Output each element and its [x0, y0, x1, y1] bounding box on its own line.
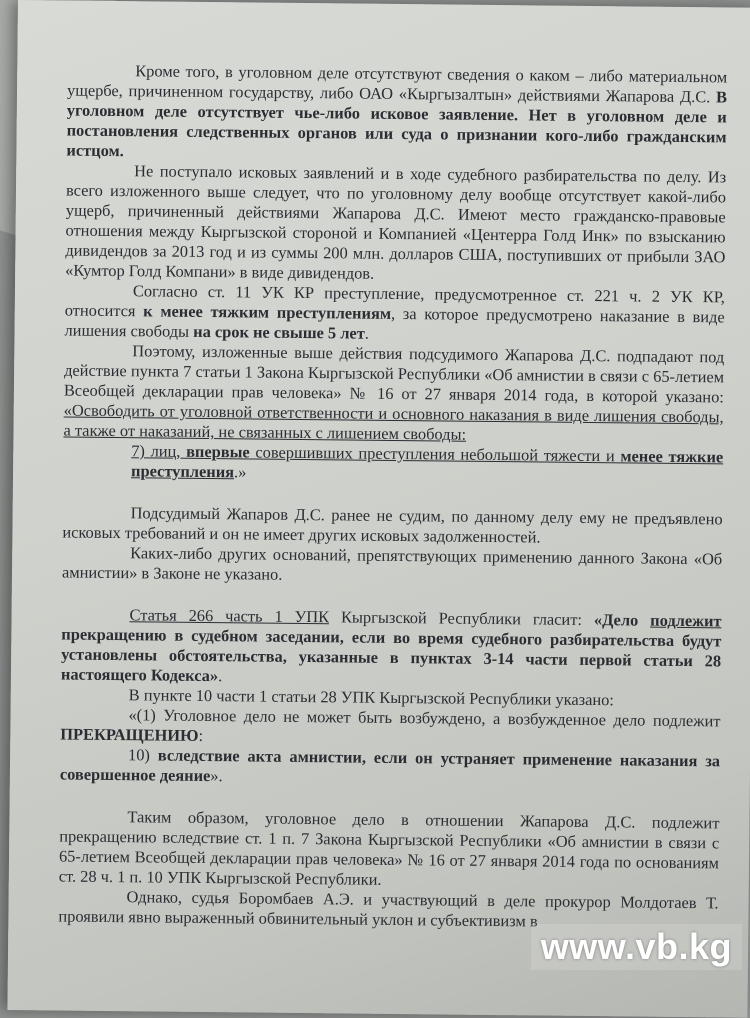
paragraph-article-28-intro: В пункте 10 части 1 статьи 28 УПК Кыргызской Республики указано: — [128, 685, 615, 710]
document-body — [58, 61, 727, 934]
paragraph-article-28-quote: «(1) Уголовное дело не может быть возбуждено, а возбужденное дело подлежит ПРЕКРАЩЕНИЮ: — [60, 705, 721, 745]
site-watermark: www.vb.kg — [531, 924, 742, 970]
paragraph-no-claims: Не поступало исковых заявлений и в ходе судебного разбирательства по делу. Из всего изложенного выше следует, что по уголовному делу вообще отсутствует какой-либо ущерб, причиненный действиями Жапарова Д.С. Имеют место гражданско-правовые отношения между Кыргызской стороной и Компанией «Центерра Голд Инк» по взысканию дивидендов за 2013 год и из суммы 200 млн. долларов США, поступивших от прибыли ЗАО «Кумтор Голд Компани» в виде дивидендов. — [65, 161, 727, 283]
paragraph-judge-bias: Однако, судья Боромбаев А.Э. и участвующий в деле прокурор Молдотаев Т. проявили явно выраженный обвинительный уклон и субъективизм в — [58, 887, 719, 931]
document-page — [7, 0, 750, 1018]
paragraph-amnesty-item-7: 7) лиц, впервые совершивших преступления небольшой тяжести и менее тяжкие преступления.» — [130, 441, 724, 482]
paragraph-not-convicted: Подсудимый Жапаров Д.С. ранее не судим, по данному делу ему не предъявлено исковых требований и он не имеет других исковых задолженностей. — [62, 503, 723, 547]
paragraph-amnesty-law: Поэтому, изложенные выше действия подсудимого Жапарова Д.С. подпадают под действие пункта 7 статьи 1 Закона Кыргызской Республики «Об амнистии в связи с 65-летием Всеобщей декларации прав человека» № 16 от 27 января 2014 года, в которой указано: «Освободить от уголовной ответственности и основного наказания в виде лишения свободы, а также от наказаний, не связанных с лишением свободы: — [63, 341, 725, 444]
paragraph-article-266: Статья 266 часть 1 УПК Кыргызской Республики гласит: «Дело подлежит прекращению в судебном заседании, если во время судебного разбирательства будут установлены обстоятельства, указанные в пунктах 3-14 части первой статьи 28 настоящего Кодекса». — [60, 605, 722, 686]
paragraph-article-11: Согласно ст. 11 УК КР преступление, предусмотренное ст. 221 ч. 2 УК КР, относится к менее тяжким преступлениям, за которое предусмотрено наказание в виде лишения свободы на срок не свыше 5 лет. — [64, 281, 726, 343]
paragraph-conclusion: Таким образом, уголовное дело в отношении Жапарова Д.С. подлежит прекращению вследствие ст. 1 п. 7 Закона Кыргызской Республики «Об амнистии в связи с 65-летием Всеобщей декларации прав человека» № 16 от 27 января 2014 года по основаниям ст. 28 ч. 1 п. 10 УПК Кыргызской Республики. — [58, 807, 720, 889]
paragraph-article-28-item-10: 10) вследствие акта амнистии, если он устраняет применение наказания за совершенное деяние». — [59, 745, 721, 786]
paragraph-no-other-grounds: Каких-либо других оснований, препятствующих применению данного Закона «Об амнистии» в Законе не указано. — [61, 543, 723, 584]
paragraph-no-damage: Кроме того, в уголовном деле отсутствуют сведения о каком – либо материальном ущербе, причиненном государству, либо ОАО «Кыргызалтын» действиями Жапарова Д.С. В уголовном деле отсутствует чье-либо исковое заявление. Нет в уголовном деле и постановления следственных органов или суда о признании кого-либо гражданским истцом. — [66, 61, 728, 161]
